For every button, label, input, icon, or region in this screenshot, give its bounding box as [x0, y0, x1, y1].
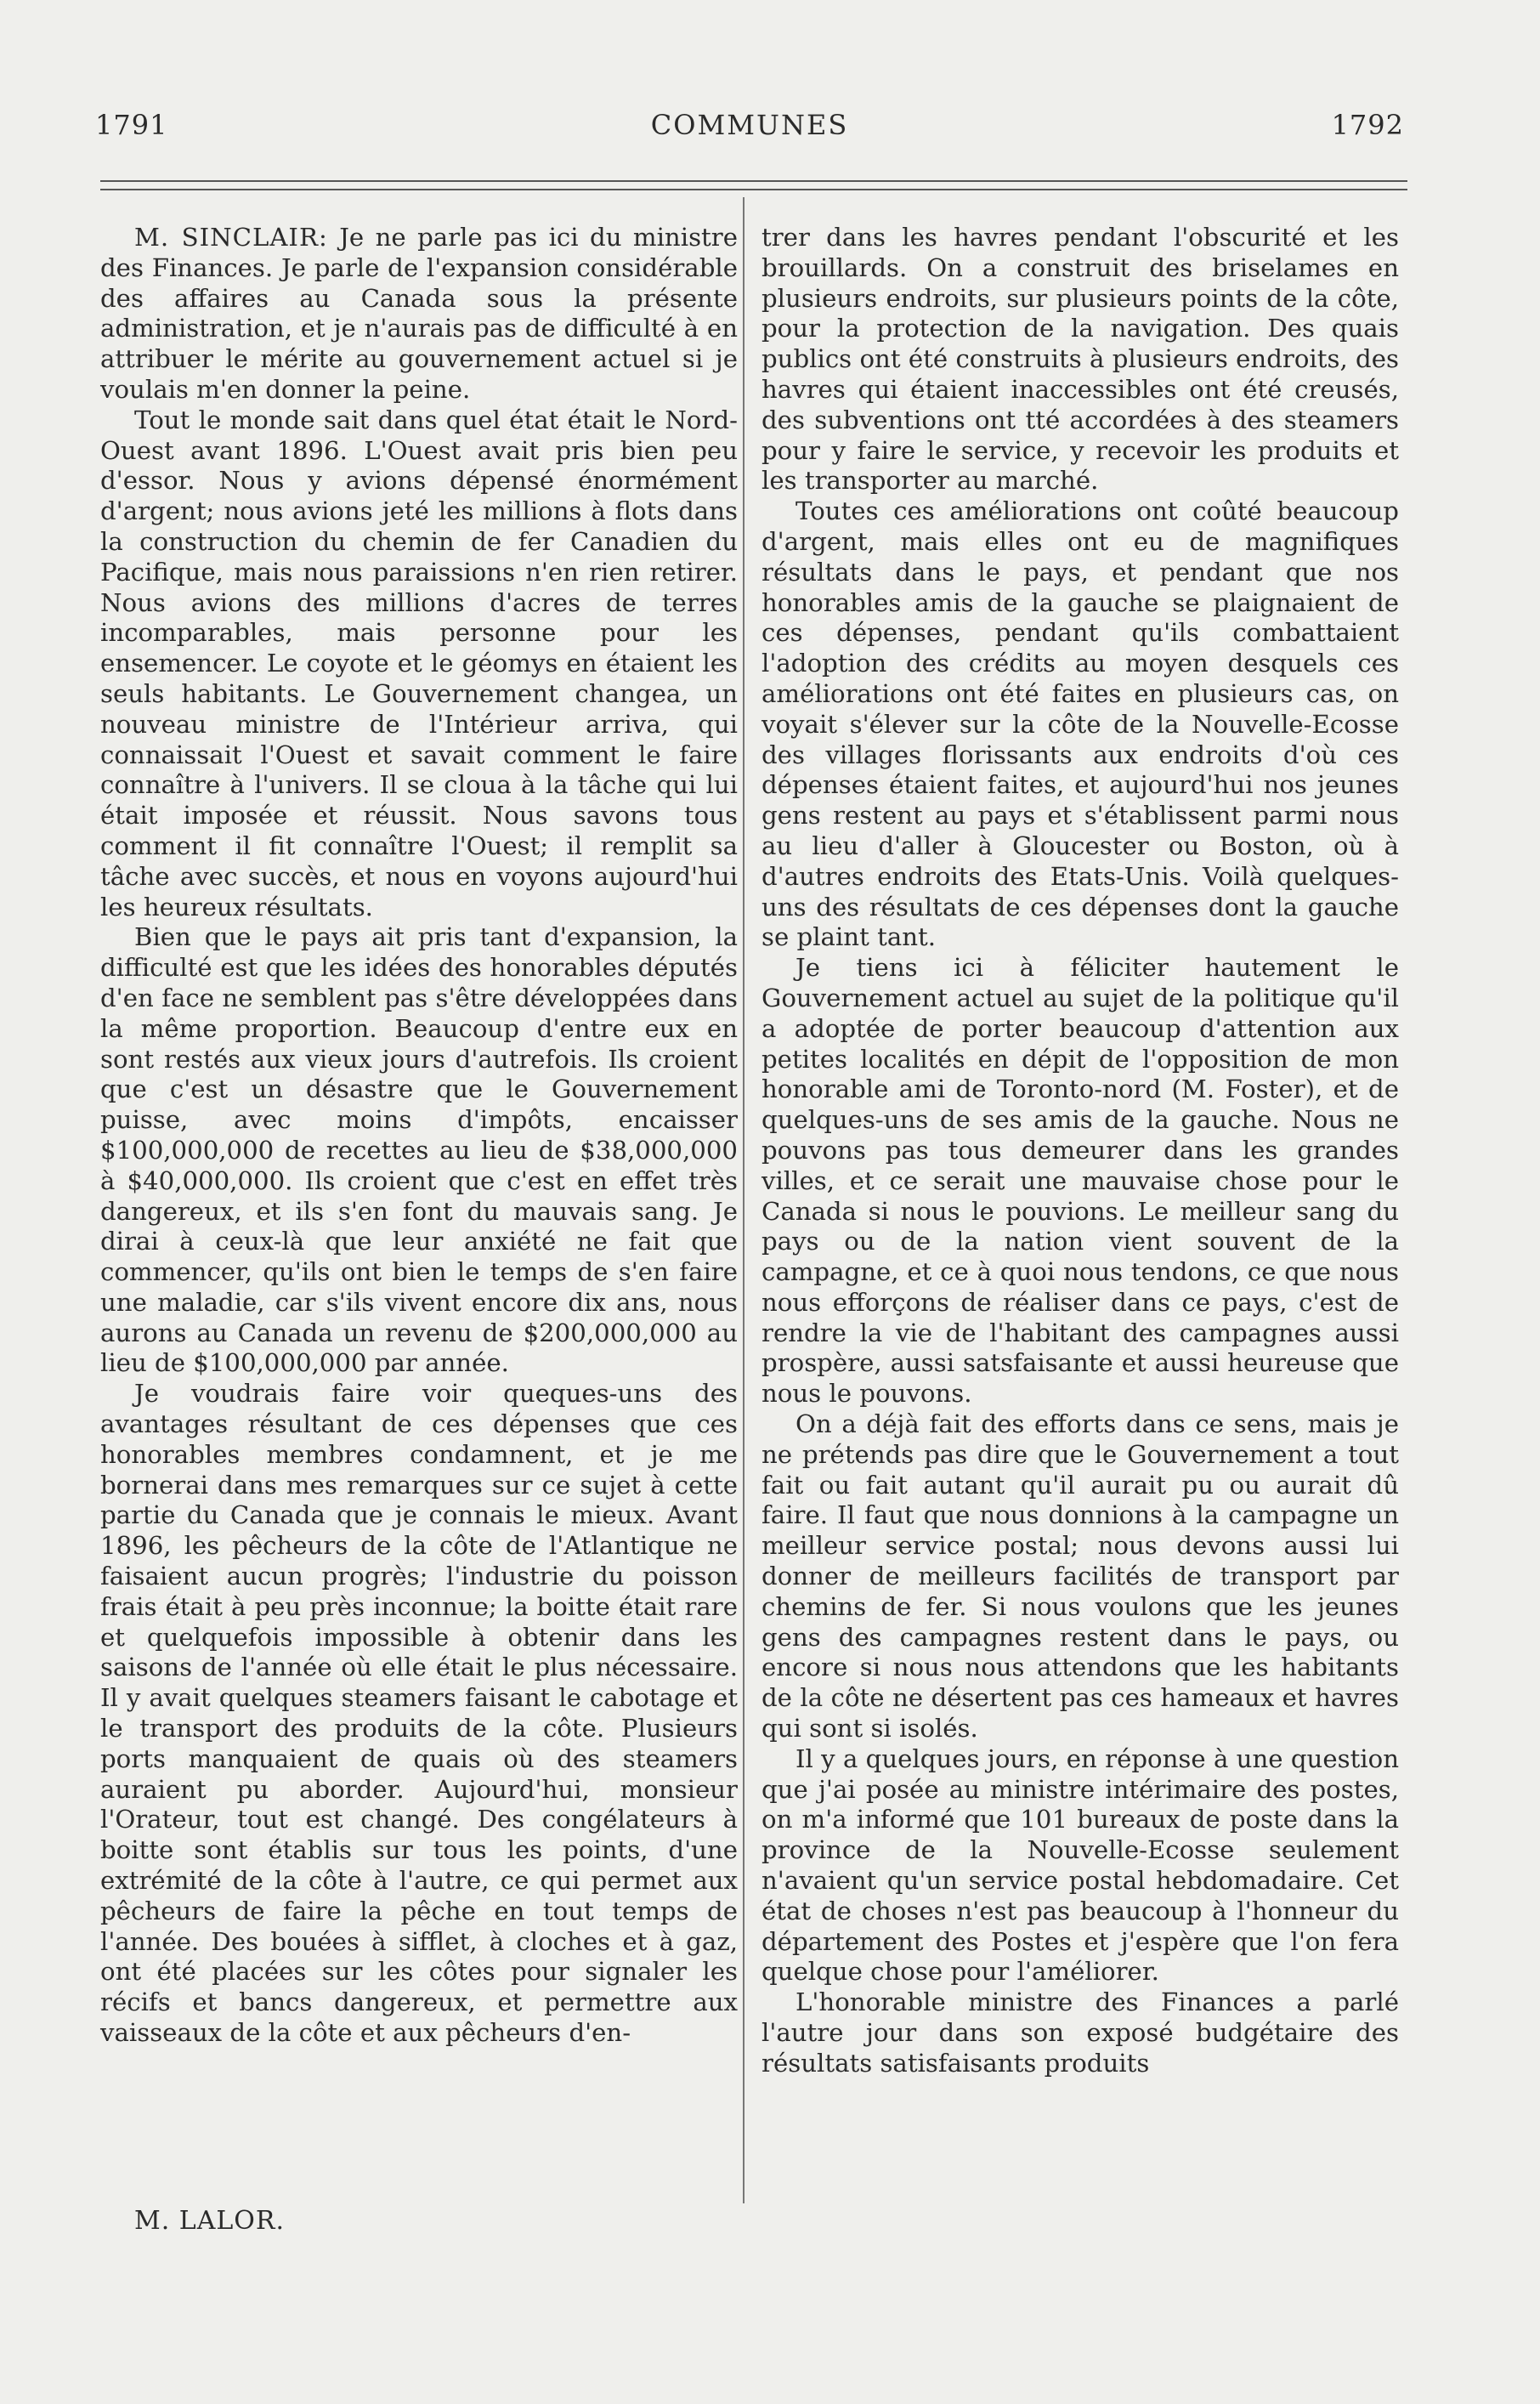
- paragraph: [100, 223, 738, 405]
- paragraph-text: Je ne parle pas ici du ministre des Finances. Je parle de l'expansion considérable des affaires au Canada sous la présente administration, et je n'aurais pas de difficulté à en attribuer le mérite au gouvernement actuel si je voulais m'en donner la peine.: [100, 223, 739, 404]
- column-divider: [743, 197, 745, 2203]
- paragraph: Bien que le pays ait pris tant d'expansion, la difficulté est que les idées des honorables députés d'en face ne semblent pas s'être développées dans la même proportion. Beaucoup d'entre eux en sont restés aux vieux jours d'autrefois. Ils croient que c'est un désastre que le Gouvernement puisse, avec moins d'impôts, encaisser $100,000,000 de recettes au lieu de $38,000,000 à $40,000,000. Ils croient que c'est en effet très dangereux, et ils s'en font du mauvais sang. Je dirai à ceux-là que leur anxiété ne fait que commencer, qu'ils ont bien le temps de s'en faire une maladie, car s'ils vivent encore dix ans, nous aurons au Canada un revenu de $200,000,000 au lieu de $100,000,000 par année.: [100, 922, 738, 1378]
- paragraph: Il y a quelques jours, en réponse à une question que j'ai posée au ministre intérimaire des postes, on m'a informé que 101 bureaux de poste dans la province de la Nouvelle-Ecosse seulement n'avaient qu'un service postal hebdomadaire. Cet état de choses n'est pas beaucoup à l'honneur du département des Postes et j'espère que l'on fera quelque chose pour l'améliorer.: [762, 1743, 1399, 1987]
- paragraph: Je tiens ici à féliciter hautement le Gouvernement actuel au sujet de la politique qu'il a adoptée de porter beaucoup d'attention aux petites localités en dépit de l'opposition de mon honorable ami de Toronto-nord (M. Foster), et de quelques-uns de ses amis de la gauche. Nous ne pouvons pas tous demeurer dans les grandes villes, et ce serait une mauvaise chose pour le Canada si nous le pouvions. Le meilleur sang du pays ou de la nation vient souvent de la campagne, et ce à quoi nous tendons, ce que nous nous efforçons de réaliser dans ce pays, c'est de rendre la vie de l'habitant des campagnes aussi prospère, aussi satsfaisante et aussi heureuse que nous le pouvons.: [762, 953, 1399, 1409]
- header-rule-bottom: [100, 189, 1407, 190]
- page-number-right: 1792: [1331, 109, 1404, 141]
- paragraph: Tout le monde sait dans quel état était le Nord-Ouest avant 1896. L'Ouest avait pris bien peu d'essor. Nous y avions dépensé énormément d'argent; nous avions jeté les millions à flots dans la construction du chemin de fer Canadien du Pacifique, mais nous paraissions n'en rien retirer. Nous avions des millions d'acres de terres incomparables, mais personne pour les ensemencer. Le coyote et le géomys en étaient les seuls habitants. Le Gouvernement changea, un nouveau ministre de l'Intérieur arriva, qui connaissait l'Ouest et savait comment le faire connaître à l'univers. Il se cloua à la tâche qui lui était imposée et réussit. Nous savons tous comment il fit connaître l'Ouest; il remplit sa tâche avec succès, et nous en voyons aujourd'hui les heureux résultats.: [100, 405, 738, 921]
- paragraph: trer dans les havres pendant l'obscurité et les brouillards. On a construit des briselames en plusieurs endroits, sur plusieurs points de la côte, pour la protection de la navigation. Des quais publics ont été construits à plusieurs endroits, des havres qui étaient inaccessibles ont été creusés, des subventions ont tté accordées à des steamers pour y faire le service, y recevoir les produits et les transporter au marché.: [762, 223, 1399, 496]
- paragraph: On a déjà fait des efforts dans ce sens, mais je ne prétends pas dire que le Gouvernement a tout fait ou fait autant qu'il aurait pu ou aurait dû faire. Il faut que nous donnions à la campagne un meilleur service postal; nous devons aussi lui donner de meilleurs facilités de transport par chemins de fer. Si nous voulons que les jeunes gens des campagnes restent dans le pays, ou encore si nous nous attendons que les habitants de la côte ne désertent pas ces hameaux et havres qui sont si isolés.: [762, 1409, 1399, 1743]
- paragraph: L'honorable ministre des Finances a parlé l'autre jour dans son exposé budgétaire des résultats satisfaisants produits: [762, 1987, 1399, 2078]
- paragraph: Je voudrais faire voir queques-uns des avantages résultant de ces dépenses que ces honorables membres condamnent, et je me bornerai dans mes remarques sur ce sujet à cette partie du Canada que je connais le mieux. Avant 1896, les pêcheurs de la côte de l'Atlantique ne faisaient aucun progrès; l'industrie du poisson frais était à peu près inconnue; la boitte était rare et quelquefois impossible à obtenir dans les saisons de l'année où elle était le plus nécessaire. Il y avait quelques steamers faisant le cabotage et le transport des produits de la côte. Plusieurs ports manquaient de quais où des steamers auraient pu aborder. Aujourd'hui, monsieur l'Orateur, tout est changé. Des congélateurs à boitte sont établis sur tous les points, d'une extrémité de la côte à l'autre, ce qui permet aux pêcheurs de faire la pêche en tout temps de l'année. Des bouées à sifflet, à cloches et à gaz, ont été placées sur les côtes pour signaler les récifs et bancs dangereux, et permettre aux vaisseaux de la côte et aux pêcheurs d'en-: [100, 1379, 738, 2048]
- footer-speaker: M. LALOR.: [134, 2206, 286, 2236]
- speaker-name: M. SINCLAIR:: [134, 223, 328, 252]
- paragraph: Toutes ces améliorations ont coûté beaucoup d'argent, mais elles ont eu de magnifiques résultats dans le pays, et pendant que nos honorables amis de la gauche se plaignaient de ces dépenses, pendant qu'ils combattaient l'adoption des crédits au moyen desquels ces améliorations ont été faites en plusieurs cas, on voyait s'élever sur la côte de la Nouvelle-Ecosse des villages florissants aux endroits d'où ces dépenses étaient faites, et aujourd'hui nos jeunes gens restent au pays et s'établissent parmi nous au lieu d'aller à Gloucester ou Boston, où à d'autres endroits des Etats-Unis. Voilà quelques-uns des résultats de ces dépenses dont la gauche se plaint tant.: [762, 496, 1399, 952]
- page-header: [95, 109, 1404, 151]
- page-number-left: 1791: [95, 109, 168, 141]
- right-column: [762, 223, 1399, 2079]
- header-rule-top: [100, 180, 1407, 182]
- left-column: [100, 223, 738, 2049]
- running-title: COMMUNES: [650, 109, 849, 141]
